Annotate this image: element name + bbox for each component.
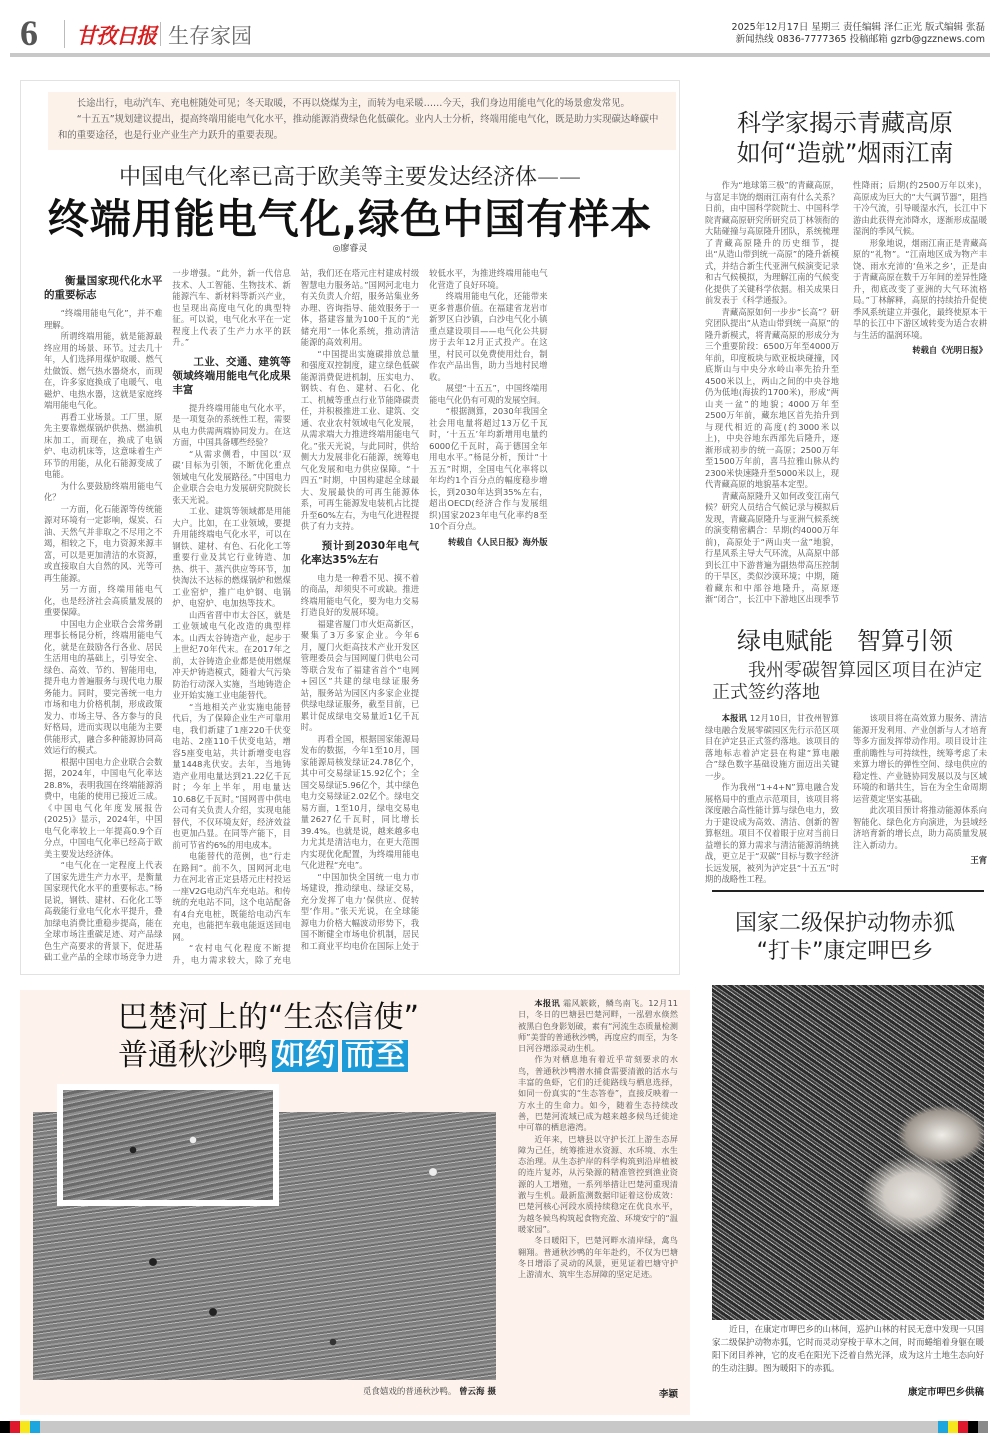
print-color-swatch: [968, 1421, 978, 1433]
article-paragraph: “电气化在一定程度上代表了国家先进生产力水平，是衡量国家现代化水平的重要标志。”杨昆说，钢铁、建材、石化化工等高载能行业电气化水平提升，叠加绿电消费比重稳步提高，能在全球市场注重碳足迹、对产品绿色生产高要求的背景下，促进基础工业产品的全球市场竞争力进一步增强。“此外，新一代信息技术、人工智能、生物技术、新能源汽车、新材料等新兴产业，也呈现出高度电气化的典型特征。可以说，电气化水平在一定程度上代表了生产力水平的跃升。”: [44, 268, 291, 962]
article-paragraph: 一方面，化石能源等传统能源对环境有一定影响，煤炭、石油、天然气并非取之不尽用之不竭，相较之下，电力资源来源丰富，可以是更加清洁的水资源，或直接取自大自然的风、光等可再生能源。: [44, 503, 163, 583]
green-article-body: [705, 713, 987, 891]
article-paragraph: “终端用能电气化”，并不难理解。: [44, 308, 163, 330]
headline-text: 普通秋沙鸭: [118, 1038, 268, 1073]
red-fox-photo: [712, 985, 984, 1320]
dateline: 本报讯: [534, 998, 560, 1008]
article-paragraph: 中国电力企业联合会常务副理事长杨昆分析，终端用能电气化，就是在鼓励各行各业、居民生活用电的基础上，引导安全、绿色、高效、节约、智能用电，提升电力普遍服务与现代电力服务能力。同时，要完善统一电力市场和电力价格机制，形成政策发力、市场主导、各方参与的良好格局，进而实现以电能为主要供能形式，融合多种能源协同高效运行的模式。: [44, 618, 163, 755]
article-paragraph: [518, 998, 678, 1054]
article-paragraph: 为什么要鼓励终端用能电气化？: [44, 480, 163, 502]
article-paragraph: 展望“十五五”，中国终端用能电气化仍有可观的发展空间。: [429, 383, 548, 405]
green-article-subheadline: 我州零碳智算园区项目在泸定正式签约落地: [712, 660, 982, 703]
photo-credit: 康定市呷巴乡供稿: [907, 1387, 984, 1398]
article-paragraph: 提升终端用能电气化水平，是一项复杂的系统性工程，需要从电力供需两端协同发力。在这方面，中国具备哪些经验？: [172, 402, 291, 447]
headline-line: 如何“造就”烟雨江南: [736, 139, 954, 167]
print-color-swatch: [10, 1421, 20, 1433]
intro-paragraph: “十五五”规划建议提出，提高终端用能电气化水平，推动能源消费绿色化低碳化。业内人士分析，终端用能电气化，既是助力实现碳达峰碳中和的重要途径，也是行业产业生产力跃升的重要表现。: [58, 114, 659, 141]
section-title: 生存家园: [168, 24, 252, 48]
headline-line: 科学家揭示青藏高原: [737, 109, 953, 137]
fox-article-headline: [700, 910, 990, 966]
merganser-inset-photo: [57, 1084, 279, 1206]
print-color-swatch: [948, 1421, 958, 1433]
edition-date-editors: 2025年12月17日 星期三 责任编辑 泽仁正光 版式编辑 张磊: [731, 22, 985, 33]
article-paragraph: “从需求侧看，中国以‘双碳’目标为引领，不断优化重点领域电气化发展路径。”中国电力企业联合会电力发展研究院院长张天光说。: [172, 448, 291, 505]
main-article-body: [44, 268, 676, 968]
duck-article-body: [518, 998, 678, 1378]
caption-text: 觅食嬉戏的普通秋沙鸭。: [362, 1387, 457, 1397]
article-author: 王宵: [970, 855, 987, 865]
section-heading: 预计到2030年电气化率达35%左右: [300, 539, 420, 566]
article-paragraph: 工业、建筑等领域都是用能大户。比如，在工业领域，要提升用能终端电气化水平，可以在钢铁、建材、有色、石化化工等重要行业及其它行业铸造、加热、烘干、蒸汽供应等环节，加快淘汰不达标的燃煤锅炉和燃煤工业窑炉，推广电炉钢、电锅炉、电窑炉、电加热等技术。: [172, 506, 291, 608]
article-paragraph: 另一方面，终端用能电气化，也是经济社会高质量发展的重要保障。: [44, 584, 163, 617]
article-intro: [48, 92, 676, 150]
edition-contact: 新闻热线 0836-7777365 投稿邮箱 gzrb@gzznews.com: [735, 34, 985, 45]
article-paragraph: 电力是一种看不见、摸不着的商品，却须臾不可或缺。推进终端用能电气化，要为电力交易打造良好的发展环境。: [300, 572, 420, 617]
article-paragraph: 形象地说，烟雨江南正是青藏高原的“礼物”。“江南地区成为物产丰饶、雨水充沛的‘鱼米之乡’，正是由于青藏高原在数千万年间的差异性隆升，彻底改变了亚洲的大气环流格局。”丁林解释，高原的持续抬升促使季风系统建立并强化，最终使原本干旱的长江中下游区域转变为适合农耕与生活的温润环境。: [853, 237, 987, 340]
article-paragraph: [705, 713, 839, 782]
print-color-bar: [40, 1421, 985, 1433]
green-article-headline: 绿电赋能 智算引领: [737, 627, 953, 655]
article-paragraph: 近年来，巴塘县以守护长江上游生态屏障为己任，统筹推进水资源、水环境、水生态治理。从生态护岸的科学构筑到沿岸植被的连片复苏，从污染源的精准管控到渔业资源的人工增殖，一系列举措让巴楚河重现清澈与生机。最新监测数据印证着这份成效：巴楚河核心河段水质持续稳定在优良水平，为越冬候鸟构筑起食物充盈、环境安宁的“温暖家园”。: [518, 1133, 678, 1234]
article-paragraph: “中国提出实施碳排放总量和强度双控制度，建立绿色低碳能源消费促进机制，压实电力、钢铁、有色、建材、石化、化工、机械等重点行业节能降碳责任，并积极推进工业、建筑、交通、农业农村领域电气化发展，从需求端大力推进终端用能电气化。”张天光说，与此同时，供给侧大力发展非化石能源，统筹电气化发展和电力供应保障。“十四五”时期，中国构建起全球最大、发展最快的可再生能源体系，可再生能源发电装机占比提升至60%左右，为电气化进程提供了有力支持。: [300, 348, 420, 531]
article-paragraph: 根据中国电力企业联合会数据，2024年，中国电气化率达28.8%，表明我国在终端能源消费中，电能的使用已接近三成。《中国电气化年度发展报告(2025)》显示，2024年，中国电气化率较上一年提高0.9个百分点，中国电气化率已经高于欧美主要发达经济体。: [44, 756, 163, 859]
print-color-swatch: [958, 1421, 968, 1433]
print-color-swatch: [30, 1421, 40, 1433]
science-article-headline: [700, 108, 990, 168]
dateline: 本报讯: [721, 713, 748, 723]
article-paragraph: “中国加快全国统一电力市场建设，推动绿电、绿证交易，充分发挥了电力‘保供应、促转型’作用。”张天光说，在全球能源电力价格大幅波动形势下，我国不断健全市场电价机制，居民和工商业平均电价在国际上处于较低水平，为推进终端用能电气化营造了良好环境。: [300, 268, 548, 951]
print-color-swatch: [938, 1421, 948, 1433]
article-paragraph: 冬日暖阳下，巴楚河畔水清岸绿，禽鸟翱翔。普通秋沙鸭的年年赴约，不仅为巴塘冬日增添了灵动的风景，更见证着巴塘守护上游清水、筑牢生态屏障的坚定足迹。: [518, 1235, 678, 1280]
duck-article-headline: 巴楚河上的“生态信使”: [118, 1000, 420, 1035]
article-author: 李颖: [658, 1389, 678, 1400]
divider: [160, 22, 161, 46]
divider: [712, 890, 984, 892]
article-source: 转载自《人民日报》海外版: [447, 536, 548, 547]
headline-line: 国家二级保护动物赤狐: [734, 911, 955, 936]
photo-caption: [33, 1385, 496, 1397]
article-paragraph: 青藏高原如何一步步“长高”？研究团队提出“从造山带到统一高原”的隆升新模式，将青藏高原的形成分为三个重要阶段：6500万年至4000万年前，印度板块与欧亚板块碰撞，冈底斯山与中央分水岭山率先抬升至4500米以上，两山之间的中央谷地仍为低地(海拔约1700米)，形成“两山夹一盆”的地貌；4000万年至2500万年前，藏东地区首先抬升到与现代相近的高度(约3000米以上)，中央谷地东西部先后隆升，逐渐形成初步的统一高原；2500万年至1500万年前，喜马拉雅山脉从约2300米快速隆升至5000米以上，现代青藏高原的地貌基本定型。: [705, 306, 839, 489]
article-paragraph: 终端用能电气化，还能带来更多普惠价值。在福建省龙岩市新罗区白沙镇，白沙电气化小镇重点建设项目——电气化公共厨房于去年12月正式投产。在这里，村民可以免费使用灶台，制作农产品出售，助力当地村民增收。: [429, 291, 548, 382]
article-paragraph: 该项目将在高效算力服务、清洁能源开发利用、产业创新与人才培育等多方面发挥带动作用。项目设计注重前瞻性与可持续性，统筹考虑了未来算力增长的弹性空间、绿电供应的稳定性、产业链协同发展以及与区域环境的和谐共生，旨在为全生命周期运营奠定坚实基础。: [853, 713, 987, 804]
section-heading: 工业、交通、建筑等领域终端用能电气化成果丰富: [172, 355, 291, 396]
intro-paragraph: 长途出行，电动汽车、充电桩随处可见；冬天取暖，不再以烧煤为主，而转为电采暖……今天，我们身边用能电气化的场景愈发常见。: [76, 98, 630, 109]
article-paragraph: 福建省厦门市火炬高新区，聚集了3万多家企业。今年6月，厦门火炬高技术产业开发区管理委员会与国网厦门供电公司等联合发布了福建省首个“电网+园区”共建的绿电绿证服务站，服务站为园区内多家企业提供绿电绿证服务，截至目前，已累计促成绿电交易量近1亿千瓦时。: [300, 618, 420, 732]
article-paragraph: 作为我州“1+4+N”算电融合发展格局中的重点示范项目，该项目将深度融合高性能计算与绿色电力，致力于建设成为高效、清洁、创新的智算枢纽。项目不仅着眼于应对当前日益增长的算力需求与清洁能源消纳挑战，更立足于“双碳”目标与数字经济长远发展，被列为泸定县“十五五”时期的战略性工程。: [705, 782, 839, 884]
article-paragraph: 电能替代的范例，也“行走在路间”。前不久，国网河北电力在河北省正定县塔元庄村投运一座V2G电动汽车充电站。和传统的充电站不同，这个电站配备有4台充电桩，既能给电动汽车充电，也能把车载电能返送回电网。: [172, 851, 291, 942]
section-heading: 衡量国家现代化水平的重要标志: [44, 275, 163, 301]
header-rule: [10, 53, 990, 57]
print-color-swatch: [978, 1421, 988, 1433]
article-paragraph: 青藏高原隆升又如何改变江南气候？研究人员结合气候记录与模拟后发现，青藏高原隆升与亚洲气候系统的演变精密耦合：早期(约4000万年前)，高原处于“两山夹一盆”地貌，行星风系主导大气环流，从高原中部到长江中下游普遍为副热带高压控制的干旱区，类似沙漠环境；中期，随着藏东和中部谷地隆升，高原逐渐“闭合”，长江中下游地区出现季节性降雨；后期(约2500万年以来)，高原成为巨大的“大气调节器”，阻挡干冷气流，引导暖湿水汽，长江中下游由此获得充沛降水，逐渐形成温暖湿润的季风气候。: [705, 180, 987, 604]
article-paragraph: 作为“地球第三极”的青藏高原，与富足丰饶的烟雨江南有什么关系？日前，由中国科学院院士、中国科学院青藏高原研究所研究员丁林领衔的大陆碰撞与高原隆升团队，系统梳理了青藏高原隆升的历史细节，提出“从造山带到统一高原”的隆升新模式，并结合新生代亚洲气候演变记录和古气候模拟，为理解江南的气候变化提供了关键科学依据。相关成果日前发表于《科学通报》。: [705, 180, 839, 305]
divider: [64, 20, 65, 48]
headline-line: “打卡”康定呷巴乡: [756, 939, 934, 964]
article-subtitle: 中国电气化率已高于欧美等主要发达经济体——: [118, 165, 581, 190]
paragraph-text: 12月10日，甘孜州智算绿电融合发展零碳园区先行示范区项目在泸定县正式签约落地。该项目的落地标志着泸定县在构建“算电融合”绿色数字基础设施方面迈出关键一步。: [705, 713, 839, 781]
article-headline: 终端用能电气化,绿色中国有样本: [47, 195, 653, 243]
print-color-swatch: [20, 1421, 30, 1433]
edition-info: [732, 22, 985, 46]
article-paragraph: 再看工业场景。工厂里，原先主要靠燃煤锅炉供热、燃油机床加工，而现在，换成了电锅炉、电动机床等，这意味着生产环节的用能，从化石能源变成了电能。: [44, 411, 163, 479]
newspaper-logo: 甘孜日报: [76, 23, 156, 48]
print-color-swatch: [0, 1421, 10, 1433]
headline-highlight: 而至: [342, 1040, 408, 1072]
article-paragraph: 再看全国，根据国家能源局发布的数据，今年1至10月，国家能源局核发绿证24.78亿个，其中可交易绿证15.92亿个；全国交易绿证5.96亿个，其中绿色电力交易绿证2.02亿个。绿电交易方面，1至10月，绿电交易电量2627亿千瓦时，同比增长39.4%。也就是说，越来越多电力尤其是清洁电力，在更大范围内实现优化配置，为终端用能电气化进程“充电”。: [300, 733, 420, 870]
photo-caption: 近日，在康定市呷巴乡的山林间，巡护山林的村民无意中发现一只国家二级保护动物赤狐，它时而灵动穿梭于草木之间，时而蜷缩着身躯在暖阳下闭目养神，它的皮毛在阳光下泛着自然光泽，成为这片土地生态向好的生动注脚。图为暖阳下的赤狐。: [712, 1325, 985, 1374]
article-paragraph: 作为对栖息地有着近乎苛刻要求的水鸟，普通秋沙鸭潜水捕食需要清澈的活水与丰富的鱼虾，它们的迁徙路线与栖息选择，如同一份真实的“生态答卷”，直接反映着一方水土的生命力。如今，随着生态持续改善，巴楚河流域已成为越来越多候鸟迁徙途中可靠的栖息港湾。: [518, 1054, 678, 1133]
duck-article-headline-line2: [118, 1038, 408, 1074]
article-paragraph: “根据测算，2030年我国全社会用电量将超过13万亿千瓦时，‘十五五’年均新增用电量约6000亿千瓦时，高于德国全年用电水平。”杨昆分析，预计“十五五”时期，全国电气化率将以年均约1个百分点的幅度稳步增长，到2030年达到35%左右，超出OECD(经济合作与发展组织)国家2023年电气化率约8至10个百分点。: [429, 406, 548, 531]
headline-highlight: 如约: [272, 1040, 338, 1072]
photographer: 曾云海 摄: [459, 1387, 496, 1397]
article-paragraph: “当地相关产业实施电能替代后，为了保障企业生产可靠用电，我们新建了1座220千伏变电站、2座110千伏变电站，增容5座变电站，共计新增变电容量1448兆伏安。去年，当地铸造产业用电量达到21.22亿千瓦时；今年上半年，用电量达10.68亿千瓦时。”国网晋中供电公司有关负责人介绍，实现电能替代，不仅环境友好，经济效益也更加凸显。在同等产能下，目前可节省约6%的用电成本。: [172, 701, 291, 850]
article-paragraph: 此次项目预计将推动能源体系向智能化、绿色化方向演进，为县域经济培育新的增长点，助力高质量发展注入新动力。: [853, 805, 987, 850]
article-paragraph: 所谓终端用能，就是能源最终应用的场景、环节。过去几十年，人们选择用煤炉取暖、燃气灶做饭、燃气热水器烧水，而现在，许多家庭换成了电暖气、电磁炉、电热水器，这就是家庭终端用能电气化。: [44, 331, 163, 410]
page-number: 6: [20, 13, 38, 53]
article-paragraph: 山西省晋中市太谷区，就是工业领域电气化改造的典型样本。山西太谷铸造产业，起步于上世纪70年代末。在2017年之前，太谷铸造企业都是使用燃煤冲天炉铸造模式，随着大气污染防治行动深入实施，当地铸造企业开始实施工业电能替代。: [172, 609, 291, 700]
paragraph-text: 霜风簌簌，鳞鸟南飞。12月11日，冬日的巴塘县巴楚河畔，一泓碧水倏然被黑白色身影划破，素有“河流生态质量检测师”美誉的普通秋沙鸭，再度应约而至，为冬日河谷增添灵动生机。: [518, 998, 678, 1054]
article-byline: ◎廖睿灵: [332, 244, 368, 254]
science-article-body: [705, 180, 987, 615]
article-source: 转载自《光明日报》: [912, 345, 987, 355]
article-paragraph: “农村电气化程度不断提升，电力需求较大，除了充电站，我们还在塔元庄村建成村级智慧电力服务站。”国网河北电力有关负责人介绍，服务站集业务办理、咨询指导、能效服务于一体，搭建容量为100千瓦的“光储充用”一体化系统，推动清洁能源的高效利用。: [172, 268, 420, 965]
